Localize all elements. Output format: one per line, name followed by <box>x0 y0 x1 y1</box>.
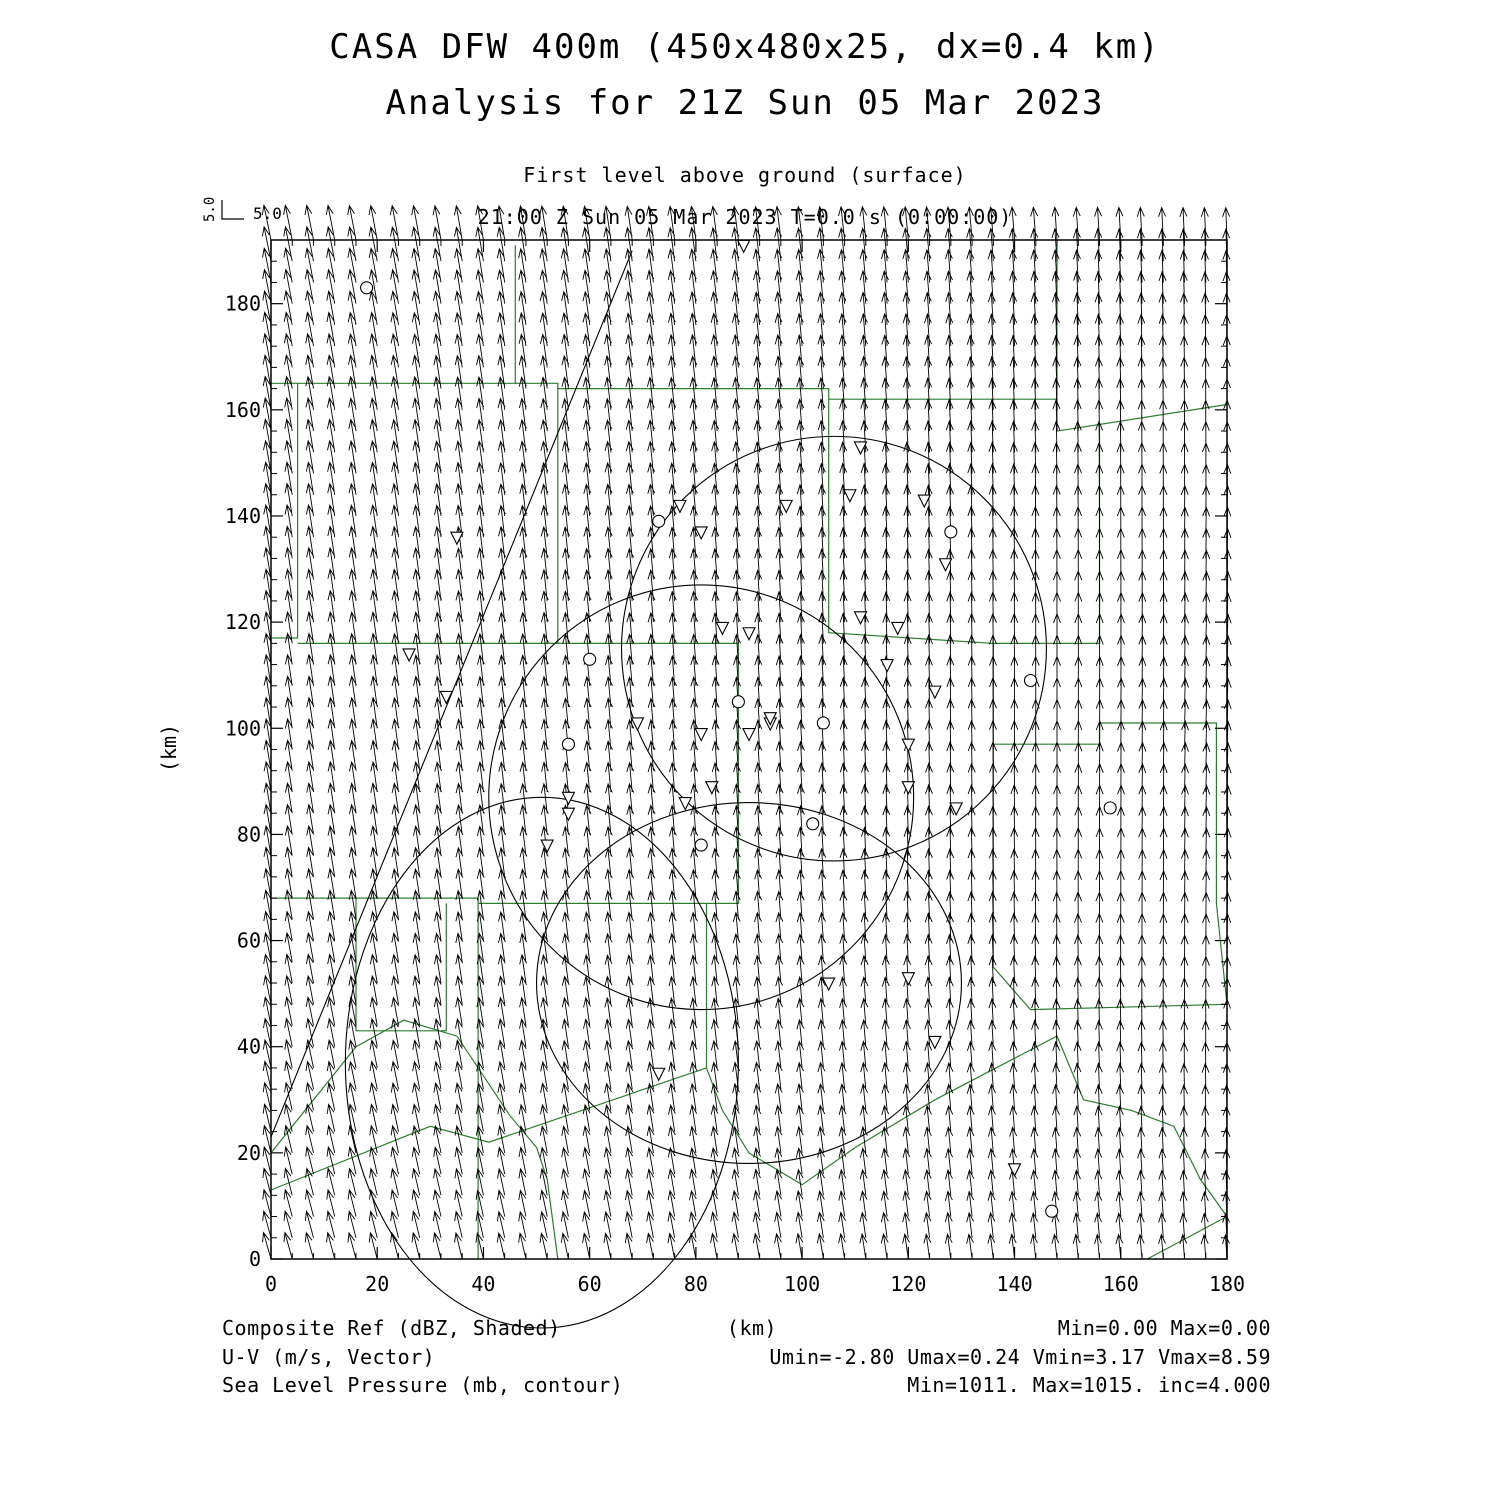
x-tick-label: 20 <box>365 1272 390 1296</box>
y-tick-label: 160 <box>224 397 261 422</box>
footer-field3-range: Min=1011. Max=1015. inc=4.000 <box>907 1373 1271 1397</box>
station-triangle <box>940 559 952 571</box>
county-line <box>993 903 1227 1009</box>
station-triangle <box>902 973 914 985</box>
county-line <box>1147 1217 1227 1260</box>
station-triangle <box>881 660 893 672</box>
y-tick-label: 40 <box>236 1034 261 1059</box>
y-tick-label: 0 <box>248 1247 261 1271</box>
x-tick-label: 40 <box>471 1272 496 1296</box>
footer-field2: U-V (m/s, Vector) <box>222 1345 436 1369</box>
station-triangle <box>929 686 941 698</box>
station-triangle <box>743 628 755 640</box>
ref-vector-label-y: 5.0 <box>202 196 218 222</box>
station-circle <box>807 818 819 830</box>
station-triangle <box>902 782 914 794</box>
county-line <box>558 245 1057 399</box>
station-triangle <box>844 490 856 502</box>
county-line <box>993 431 1099 643</box>
footer-field1-range: Min=0.00 Max=0.00 <box>1057 1316 1271 1340</box>
x-tick-label: 100 <box>784 1272 821 1296</box>
station-triangle <box>738 240 750 252</box>
station-triangle <box>451 532 463 544</box>
station-circle <box>653 515 665 527</box>
station-triangle <box>403 649 415 661</box>
ref-vector-label-x: 5.0 <box>253 204 282 223</box>
station-triangle <box>1009 1164 1021 1176</box>
station-triangle <box>929 1036 941 1048</box>
x-tick-label: 160 <box>1102 1272 1139 1296</box>
station-triangle <box>780 500 792 512</box>
county-line <box>271 383 298 638</box>
reference-vector-key <box>202 197 282 223</box>
station-circle <box>1104 802 1116 814</box>
x-tick-label: 0 <box>264 1272 278 1296</box>
y-tick-label: 60 <box>236 928 261 953</box>
station-triangle <box>653 1068 665 1080</box>
station-triangle <box>918 495 930 507</box>
slp-contours <box>271 251 1046 1328</box>
station-circle <box>361 282 373 294</box>
y-axis-label: (km) <box>157 723 181 773</box>
x-tick-label: 120 <box>890 1272 927 1296</box>
station-triangle <box>902 739 914 751</box>
x-tick-label: 80 <box>683 1272 708 1296</box>
station-triangle <box>695 729 707 741</box>
station-triangle <box>716 622 728 634</box>
station-circle <box>562 738 574 750</box>
footer-field1: Composite Ref (dBZ, Shaded) <box>222 1316 561 1340</box>
footer-field2-range: Umin=-2.80 Umax=0.24 Vmin=3.17 Vmax=8.59 <box>769 1345 1271 1369</box>
y-tick-label: 100 <box>224 716 261 741</box>
station-triangle <box>562 792 574 804</box>
x-tick-label: 60 <box>577 1272 602 1296</box>
county-line <box>271 903 707 1190</box>
y-tick-label: 80 <box>236 822 261 847</box>
time-label: 21:00 Z Sun 05 Mar 2023 T=0.0 s (0:00:00) <box>477 205 1013 229</box>
station-triangle <box>743 729 755 741</box>
station-circle <box>1024 675 1036 687</box>
footer-field3: Sea Level Pressure (mb, contour) <box>222 1373 624 1397</box>
station-triangle <box>562 808 574 820</box>
slp-contour <box>537 803 962 1164</box>
station-circle <box>945 526 957 538</box>
station-triangle <box>695 527 707 539</box>
station-circle <box>584 653 596 665</box>
station-circle <box>695 839 707 851</box>
county-line <box>356 898 446 1031</box>
station-circle <box>817 717 829 729</box>
county-line <box>298 383 558 643</box>
y-tick-label: 140 <box>224 503 261 528</box>
county-line <box>707 1036 1228 1259</box>
station-circle <box>1046 1205 1058 1217</box>
station-circle <box>732 696 744 708</box>
county-line <box>993 723 1227 1004</box>
station-triangle <box>892 622 904 634</box>
footer-xunit: (km) <box>726 1316 778 1340</box>
figure-title-line1: CASA DFW 400m (450x480x25, dx=0.4 km) <box>329 27 1161 67</box>
y-tick-label: 20 <box>236 1140 261 1165</box>
y-tick-label: 120 <box>224 610 261 635</box>
county-line <box>271 1020 558 1259</box>
level-label: First level above ground (surface) <box>523 163 967 187</box>
station-triangle <box>950 803 962 815</box>
figure-title-line2: Analysis for 21Z Sun 05 Mar 2023 <box>385 83 1105 123</box>
y-tick-label: 180 <box>224 291 261 316</box>
x-tick-label: 140 <box>996 1272 1033 1296</box>
x-tick-label: 180 <box>1208 1272 1246 1296</box>
